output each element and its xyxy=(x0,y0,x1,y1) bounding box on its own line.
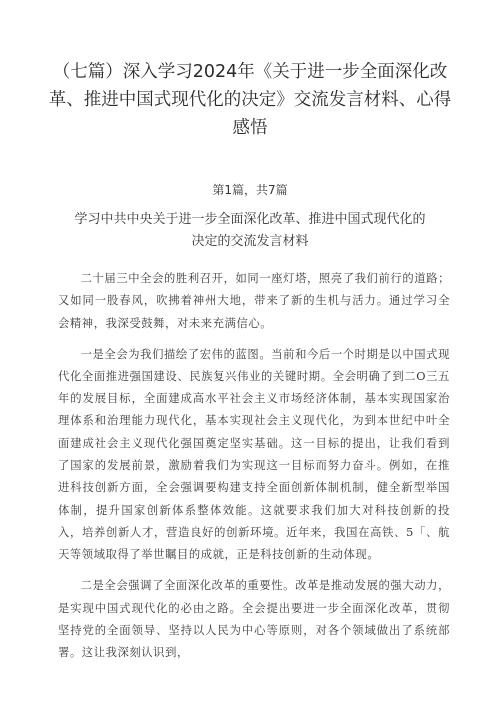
body-paragraph: 二十届三中全会的胜利召开，如同一座灯塔，照亮了我们前行的道路；又如同一股春风，吹拂着神州大地，带来了新的生机与活力。通过学习全会精神，我深受鼓舞，对未来充满信心。 xyxy=(58,272,450,330)
subtitle-line: 学习中共中央关于进一步全面深化改革、推进中国式现代化的 xyxy=(74,212,426,227)
title-line: 革、推进中国式现代化的决定》交流发言材料、心得 xyxy=(48,90,452,110)
article-body xyxy=(58,268,450,673)
subtitle-line: 决定的交流发言材料 xyxy=(191,234,309,249)
section-label: 第1篇，共7篇 xyxy=(212,183,288,197)
body-paragraph: 二是全会强调了全面深化改革的重要性。改革是推动发展的强大动力，是实现中国式现代化的必由之路。全会提出要进一步全面深化改革，贯彻坚持党的全面领导、坚持以人民为中心等原则，对各个领域做出了系统部署。这让我深刻认识到， xyxy=(58,579,450,660)
title-line: 感悟 xyxy=(232,118,268,138)
document-title xyxy=(40,58,460,142)
body-paragraph: 一是全会为我们描绘了宏伟的蓝图。当前和今后一个时期是以中国式现代化全面推进强国建设、民族复兴伟业的关键时期。全会明确了到二O三五年的发展目标，全面建成高水平社会主义市场经济体制，基本实现国家治理体系和治理能力现代化，基本实现社会主义现代化，为到本世纪中叶全面建成社会主义现代化强国奠定坚实基础。这一目标的提出，让我们看到了国家的发展前景，激励着我们为实现这一目标而努力奋斗。例如，在推进科技创新方面，全会强调要构建支持全面创新体制机制，健全新型举国体制，提升国家创新体系整体效能。这就要求我们加大对科技创新的投入，培养创新人才，营造良好的创新环境。近年来，我国在高铁、5「、航天等领域取得了举世瞩目的成就，正是科技创新的生动体现。 xyxy=(58,347,450,562)
title-line: （七篇）深入学习2024年《关于进一步全面深化改 xyxy=(52,62,448,82)
article-subtitle xyxy=(40,209,460,253)
